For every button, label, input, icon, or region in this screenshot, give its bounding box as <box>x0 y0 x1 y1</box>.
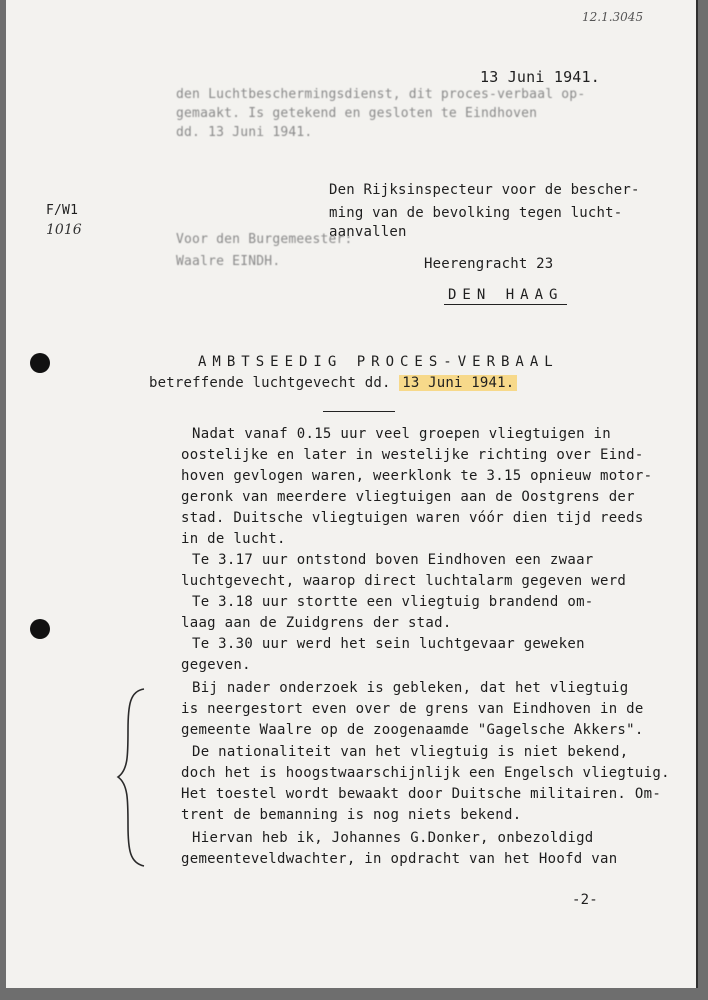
punch-hole-top <box>30 353 50 373</box>
body-line-1: Nadat vanaf 0.15 uur veel groepen vliegtuigen in <box>192 426 611 442</box>
body-line-7: Te 3.17 uur ontstond boven Eindhoven een zwaar <box>192 552 594 568</box>
faded-line-2: gemaakt. Is getekend en gesloten te Eindhoven <box>176 106 538 121</box>
punch-hole-bottom <box>30 619 50 639</box>
body-line-5: stad. Duitsche vliegtuigen waren vóór dien tijd reeds <box>181 510 644 526</box>
faded-line-1: den Luchtbeschermingsdienst, dit proces-verbaal op- <box>176 87 586 102</box>
body-line-14: is neergestort even over de grens van Eindhoven in de <box>181 701 644 717</box>
subtitle-date: 13 Juni 1941. <box>399 375 517 391</box>
document-title: AMBTSEEDIG PROCES-VERBAAL <box>198 354 559 370</box>
archive-number: 12.1.3045 <box>582 10 644 24</box>
sender-faded-2: Waalre EINDH. <box>176 254 281 269</box>
body-line-9: Te 3.18 uur stortte een vliegtuig brandend om- <box>192 594 594 610</box>
body-line-2: oostelijke en later in westelijke richting over Eind- <box>181 447 644 463</box>
reference-number: 1016 <box>46 222 82 238</box>
addressee-city: DEN HAAG <box>444 287 567 305</box>
body-line-8: luchtgevecht, waarop direct luchtalarm gegeven werd <box>181 573 627 589</box>
faded-line-3: dd. 13 Juni 1941. <box>176 125 313 140</box>
body-line-15: gemeente Waalre op de zoogenaamde "Gagelsche Akkers". <box>181 722 644 738</box>
addressee-line-3: aanvallen <box>329 224 407 240</box>
body-line-20: Hiervan heb ik, Johannes G.Donker, onbezoldigd <box>192 830 594 846</box>
document-page <box>6 0 698 988</box>
body-line-19: trent de bemanning is nog niets bekend. <box>181 807 522 823</box>
body-line-4: geronk van meerdere vliegtuigen aan de Oostgrens der <box>181 489 635 505</box>
body-line-16: De nationaliteit van het vliegtuig is niet bekend, <box>192 744 629 760</box>
page-marker: -2- <box>572 892 598 908</box>
document-subtitle <box>149 375 517 391</box>
body-line-18: Het toestel wordt bewaakt door Duitsche militairen. Om- <box>181 786 662 802</box>
addressee-line-1: Den Rijksinspecteur voor de bescher- <box>329 182 640 198</box>
body-line-10: laag aan de Zuidgrens der stad. <box>181 615 452 631</box>
body-line-6: in de lucht. <box>181 531 286 547</box>
addressee-line-2: ming van de bevolking tegen lucht- <box>329 205 623 221</box>
body-line-21: gemeenteveldwachter, in opdracht van het Hoofd van <box>181 851 618 867</box>
body-line-13: Bij nader onderzoek is gebleken, dat het vliegtuig <box>192 680 629 696</box>
sender-faded-1: Voor den Burgemeester: <box>176 232 353 247</box>
body-line-3: hoven gevlogen waren, weerklonk te 3.15 opnieuw motor- <box>181 468 653 484</box>
handwritten-brace <box>112 685 152 870</box>
addressee-street: Heerengracht 23 <box>424 256 554 272</box>
title-divider <box>323 411 395 412</box>
body-line-17: doch het is hoogstwaarschijnlijk een Engelsch vliegtuig. <box>181 765 670 781</box>
body-line-11: Te 3.30 uur werd het sein luchtgevaar geweken <box>192 636 585 652</box>
header-date: 13 Juni 1941. <box>480 68 600 86</box>
body-line-12: gegeven. <box>181 657 251 673</box>
reference-code: F/W1 <box>46 203 79 218</box>
subtitle-prefix: betreffende luchtgevecht dd. <box>149 375 391 391</box>
